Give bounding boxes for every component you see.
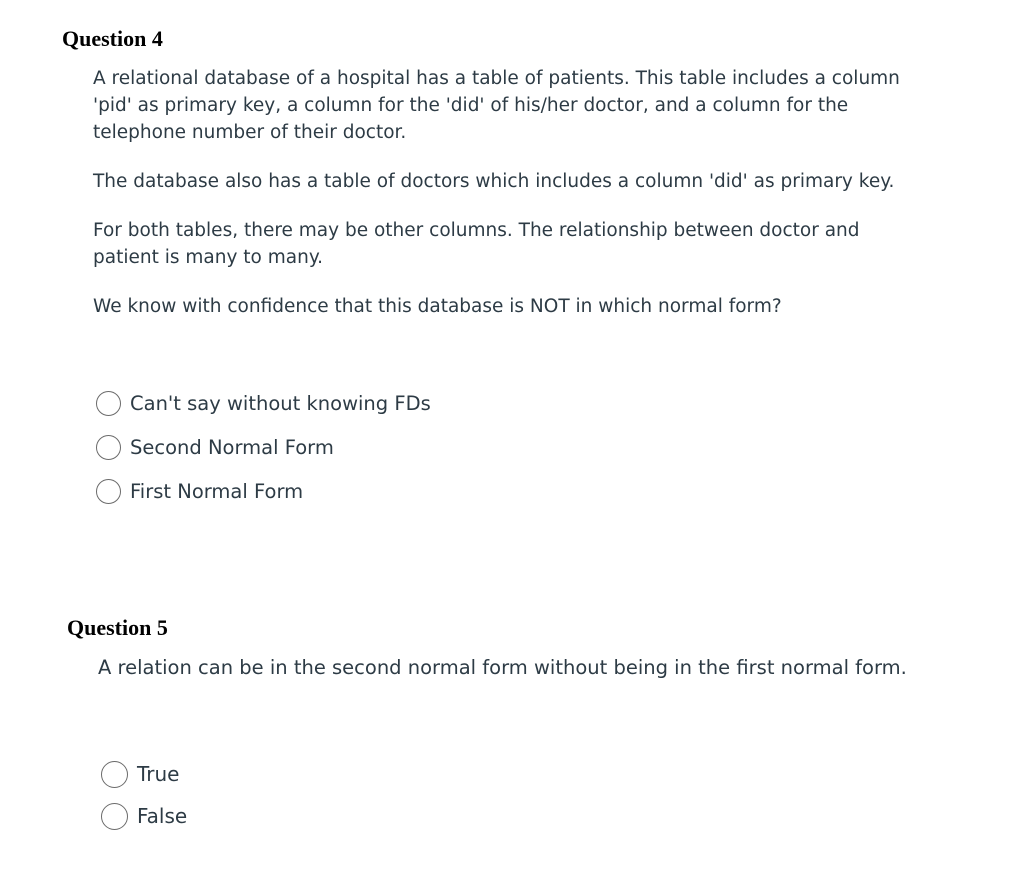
question-4-title: Question 4 — [62, 26, 163, 51]
question-4-paragraph: We know with confidence that this database is NOT in which normal form? — [93, 296, 782, 317]
answer-label: Second Normal Form — [130, 435, 334, 459]
question-5-title: Question 5 — [67, 615, 168, 640]
question-4-text — [93, 65, 943, 342]
question-4-answers — [96, 381, 431, 513]
answer-label: First Normal Form — [130, 479, 304, 503]
question-4-paragraph: The database also has a table of doctors which includes a column 'did' as primary key. — [93, 171, 895, 192]
answer-option[interactable] — [101, 795, 187, 837]
question-5-answers — [101, 753, 187, 837]
question-4-paragraph: For both tables, there may be other columns. The relationship between doctor and patient is many to many. — [93, 220, 860, 268]
radio-button[interactable] — [101, 803, 128, 830]
answer-option[interactable] — [96, 381, 431, 425]
answer-option[interactable] — [96, 469, 431, 513]
answer-option[interactable] — [101, 753, 187, 795]
radio-button[interactable] — [101, 761, 128, 788]
radio-button[interactable] — [96, 435, 121, 460]
radio-button[interactable] — [96, 391, 121, 416]
answer-label: False — [137, 804, 188, 828]
question-4-paragraph: A relational database of a hospital has a table of patients. This table includes a column 'pid' as primary key, a column for the 'did' of his/her doctor, and a column for the telephone number of their doctor. — [93, 68, 900, 143]
answer-option[interactable] — [96, 425, 431, 469]
answer-label: True — [137, 762, 180, 786]
question-5-text — [98, 654, 998, 703]
question-5-paragraph: A relation can be in the second normal form without being in the first normal form. — [98, 656, 907, 679]
radio-button[interactable] — [96, 479, 121, 504]
answer-label: Can't say without knowing FDs — [130, 391, 431, 415]
